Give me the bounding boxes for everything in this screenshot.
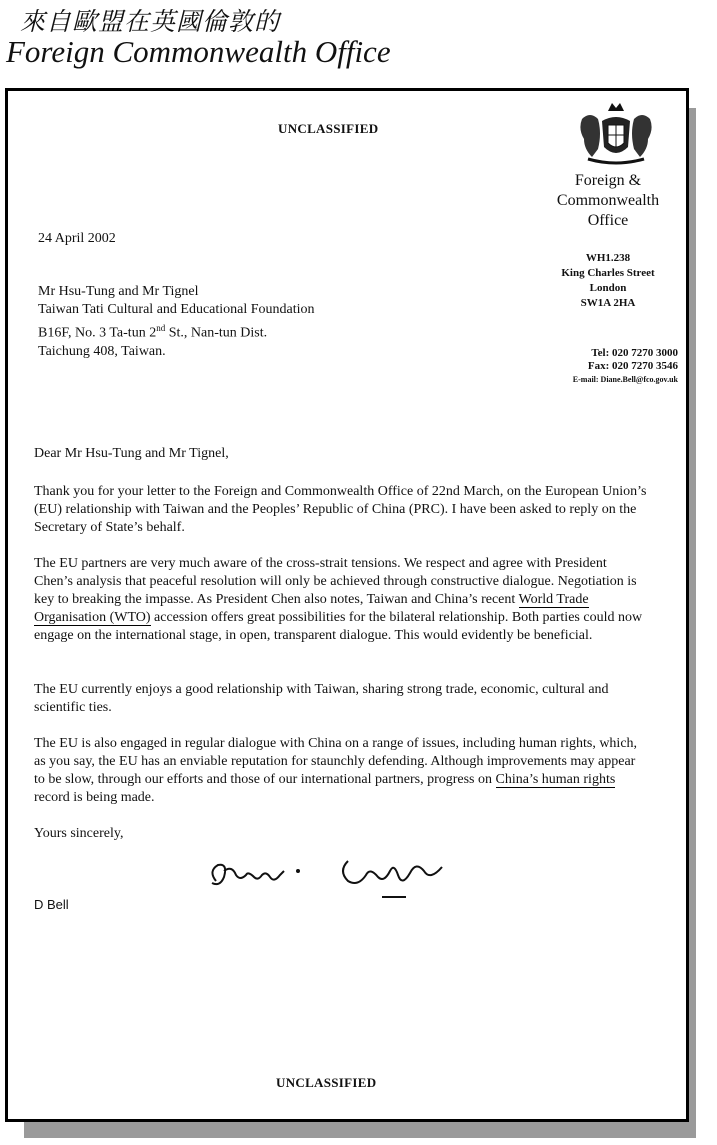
wto-underlined-text: World Trade Organisation (WTO) xyxy=(34,592,589,625)
address-line: WH1.238 xyxy=(585,252,631,264)
salutation: Dear Mr Hsu-Tung and Mr Tignel, xyxy=(34,446,229,461)
address-line: London xyxy=(589,282,627,294)
address-line: SW1A 2HA xyxy=(580,297,636,309)
address-line: King Charles Street xyxy=(561,267,655,279)
letter-date: 24 April 2002 xyxy=(38,231,116,246)
paragraph-3: The EU currently enjoys a good relationship with Taiwan, sharing strong trade, economic, cultural and scientific ties. xyxy=(34,682,609,715)
org-name xyxy=(548,171,668,231)
contact-details xyxy=(573,347,678,386)
org-name-line: Office xyxy=(587,212,629,229)
org-name-line: Commonwealth xyxy=(556,192,660,209)
office-address xyxy=(538,251,678,311)
letter-page xyxy=(5,88,689,1122)
recipient-line: Mr Hsu-Tung and Mr Tignel xyxy=(38,284,199,299)
signatory-name: D Bell xyxy=(34,897,69,912)
closing: Yours sincerely, xyxy=(34,826,124,841)
org-name-line: Foreign & xyxy=(574,172,642,189)
paragraph-2: The EU partners are very much aware of the cross-strait tensions. We respect and agree with President Chen’s analysis that peaceful resolution will only be achieved through constructive dialogue. Negotiation is key to breaking the impasse. As President Chen also notes, Taiwan and China’s recent World Trade Organisation (WTO) accession offers great possibilities for the bilateral relationship. Both parties could now engage on the international stage, in open, transparent dialogue. This would evidently be beneficial. xyxy=(34,556,643,643)
paragraph-4: The EU is also engaged in regular dialogue with China on a range of issues, including human rights, which, as you say, the EU has an enviable reputation for staunchly defending. Although improvements may appear to be slow, through our efforts and those of our international partners, progress on China’s human rights record is being made. xyxy=(34,736,638,805)
classification-bottom: UNCLASSIFIED xyxy=(276,1075,377,1090)
recipient-line: Taiwan Tati Cultural and Educational Foundation xyxy=(38,302,315,317)
royal-crest-icon xyxy=(568,99,664,165)
english-header-title: Foreign Commonwealth Office xyxy=(6,34,391,69)
recipient-line: Taichung 408, Taiwan. xyxy=(38,343,166,359)
human-rights-underlined-text: China’s human rights xyxy=(495,772,616,787)
handwritten-signature xyxy=(198,841,458,911)
chinese-header-title: 來自歐盟在英國倫敦的 xyxy=(20,7,281,36)
paragraph-1: Thank you for your letter to the Foreign and Commonwealth Office of 22nd March, on the European Union’s (EU) relationship with Taiwan and the Peoples’ Republic of China (PRC). I have been asked to reply on the Secretary of State’s behalf. xyxy=(34,484,647,535)
classification-top: UNCLASSIFIED xyxy=(278,121,379,136)
recipient-address xyxy=(38,283,315,361)
email-address: E-mail: Diane.Bell@fco.gov.uk xyxy=(572,375,678,384)
recipient-line: B16F, No. 3 Ta-tun 2nd St., Nan-tun Dist. xyxy=(38,323,268,341)
fax: Fax: 020 7270 3546 xyxy=(587,360,678,372)
telephone: Tel: 020 7270 3000 xyxy=(591,347,678,359)
